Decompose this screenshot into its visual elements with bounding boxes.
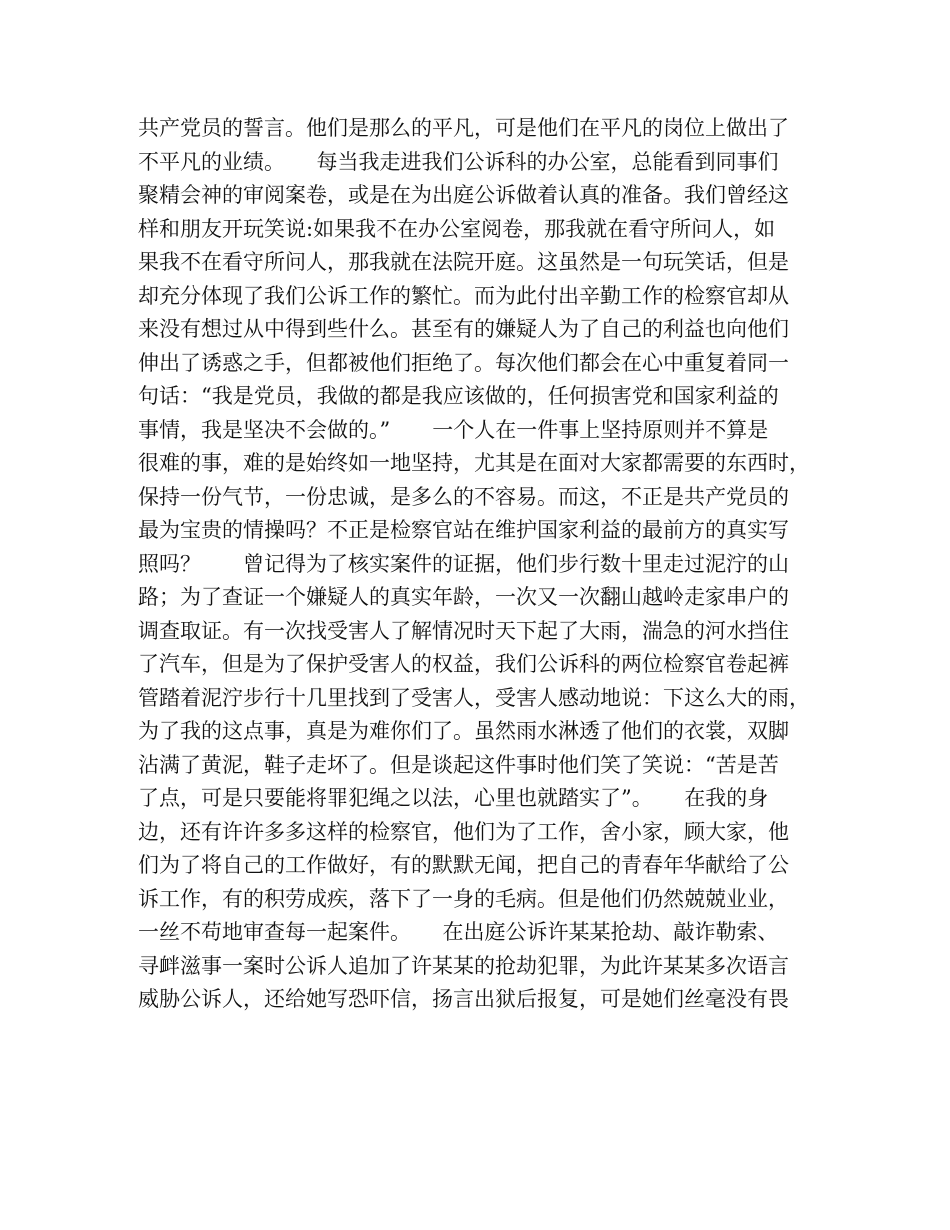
text-line: 沾满了黄泥，鞋子走坏了。但是谈起这件事时他们笑了笑说：“苦是苦 — [138, 752, 779, 777]
text-line: 句话：“我是党员，我做的都是我应该做的，任何损害党和国家利益的 — [138, 384, 779, 408]
text-line: 威胁公诉人，还给她写恐吓信，扬言出狱后报复，可是她们丝毫没有畏 — [138, 987, 789, 1011]
text-line: 了点，可是只要能将罪犯绳之以法，心里也就踏实了”。 在我的身 — [138, 786, 769, 810]
text-line: 照吗？ 曾记得为了核实案件的证据，他们步行数十里走过泥泞的山 — [138, 551, 789, 576]
body-text — [138, 112, 838, 1017]
text-line: 最为宝贵的情操吗？不正是检察官站在维护国家利益的最前方的真实写 — [138, 518, 789, 542]
text-line: 管踏着泥泞步行十几里找到了受害人，受害人感动地说：下这么大的雨， — [138, 685, 810, 710]
text-line: 诉工作，有的积劳成疾，落下了一身的毛病。但是他们仍然兢兢业业， — [138, 886, 789, 911]
text-line: 不平凡的业绩。 每当我走进我们公诉科的办公室，总能看到同事们 — [138, 149, 779, 174]
text-line: 很难的事，难的是始终如一地坚持，尤其是在面对大家都需要的东西时， — [138, 451, 810, 475]
text-line: 为了我的这点事，真是为难你们了。虽然雨水淋透了他们的衣裳，双脚 — [138, 719, 789, 743]
text-line: 共产党员的誓言。他们是那么的平凡，可是他们在平凡的岗位上做出了 — [138, 116, 789, 140]
text-line: 样和朋友开玩笑说:如果我不在办公室阅卷，那我就在看守所问人，如 — [138, 216, 776, 241]
text-line: 却充分体现了我们公诉工作的繁忙。而为此付出辛勤工作的检察官却从 — [138, 283, 789, 308]
text-line: 了汽车，但是为了保护受害人的权益，我们公诉科的两位检察官卷起裤 — [138, 652, 789, 676]
text-line: 们为了将自己的工作做好，有的默默无闻，把自己的青春年华献给了公 — [138, 853, 789, 877]
text-line: 边，还有许许多多这样的检察官，他们为了工作，舍小家，顾大家，他 — [138, 819, 789, 844]
text-line: 调查取证。有一次找受害人了解情况时天下起了大雨，湍急的河水挡住 — [138, 618, 789, 643]
text-line: 路；为了查证一个嫌疑人的真实年龄，一次又一次翻山越岭走家串户的 — [138, 585, 789, 609]
text-line: 寻衅滋事一案时公诉人追加了许某某的抢劫犯罪，为此许某某多次语言 — [138, 953, 789, 978]
text-line: 伸出了诱惑之手，但都被他们拒绝了。每次他们都会在心中重复着同一 — [138, 350, 789, 375]
text-line: 事情，我是坚决不会做的。” 一个人在一件事上坚持原则并不算是 — [138, 417, 769, 442]
text-line: 聚精会神的审阅案卷，或是在为出庭公诉做着认真的准备。我们曾经这 — [138, 183, 789, 207]
text-line: 来没有想过从中得到些什么。甚至有的嫌疑人为了自己的利益也向他们 — [138, 317, 789, 341]
text-line: 果我不在看守所问人，那我就在法院开庭。这虽然是一句玩笑话，但是 — [138, 250, 789, 274]
text-line: 一丝不苟地审查每一起案件。 在出庭公诉许某某抢劫、敲诈勒索、 — [138, 920, 779, 944]
text-line: 保持一份气节，一份忠诚，是多么的不容易。而这，不正是共产党员的 — [138, 484, 789, 509]
